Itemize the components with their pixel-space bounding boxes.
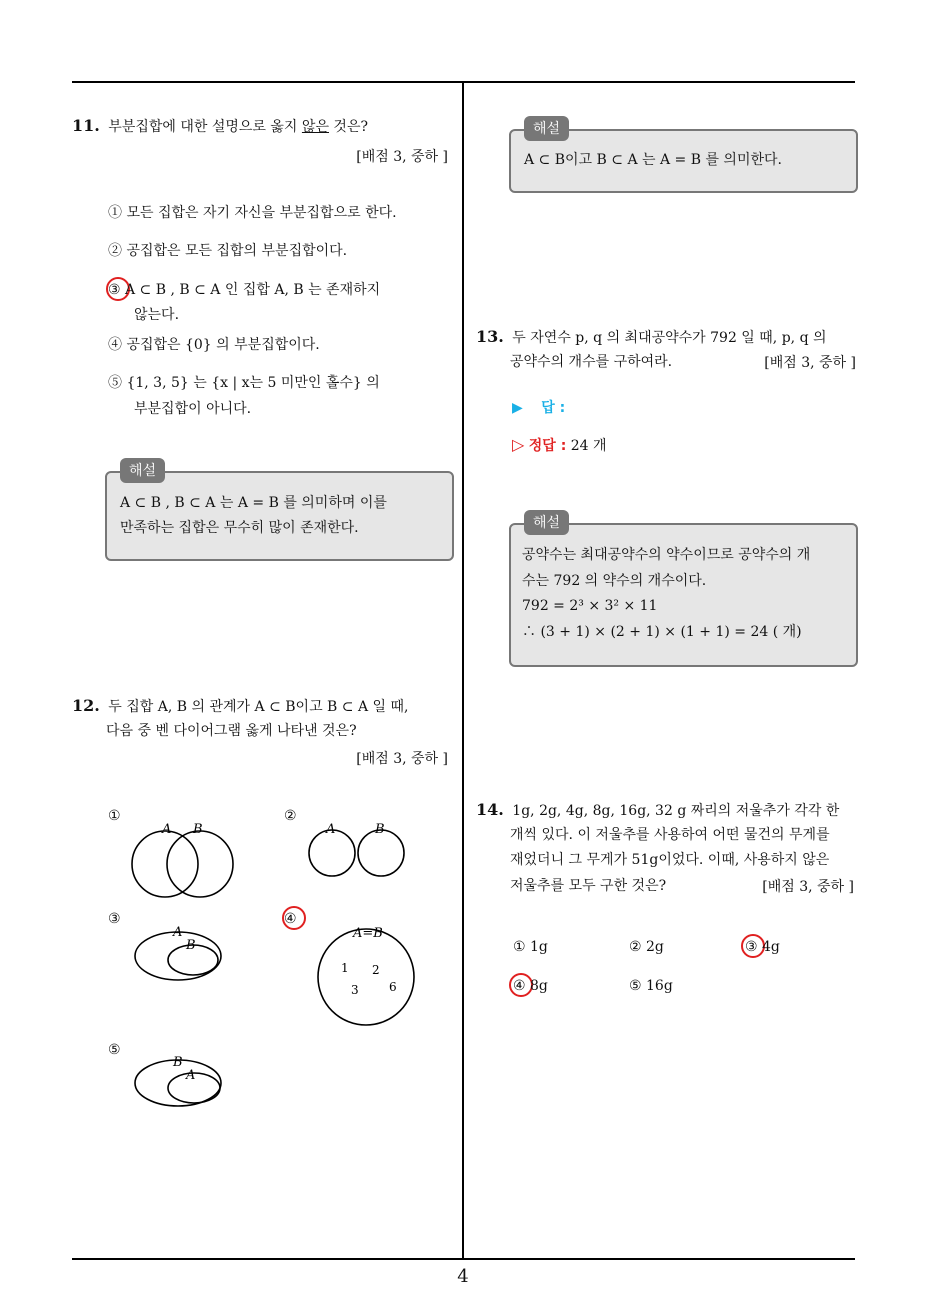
q12-explain-tag: 해설: [524, 116, 569, 141]
answer-arrow-icon: ▶: [512, 400, 523, 416]
q12-label-5[interactable]: ⑤: [108, 1042, 121, 1058]
q14-number: 14.: [476, 800, 504, 819]
q13-stem-2: 공약수의 개수를 구하여라.: [510, 354, 673, 370]
page-number: 4: [457, 1266, 469, 1287]
q13-explain-line-2: 수는 792 의 약수의 개수이다.: [522, 573, 707, 589]
venn-1: [132, 822, 233, 897]
q11-meta: [배점 3, 중하 ]: [356, 149, 448, 165]
q11-text-after: 것은?: [328, 119, 368, 135]
q13-correct-label: 정답 :: [528, 438, 567, 454]
q14-choice-1[interactable]: ① 1g: [513, 939, 548, 955]
venn-2-label-b: B: [375, 822, 385, 837]
venn-3: [135, 925, 221, 980]
q14-choice-4[interactable]: ④ 8g: [513, 978, 548, 994]
q13-correct-value: 24 개: [570, 438, 607, 454]
q11-choice-5-cont: 부분집합이 아니다.: [134, 401, 252, 417]
venn-1-circle-b: [167, 831, 233, 897]
q11-text-underline: 않은: [301, 119, 329, 135]
q11-explain-line-2: 만족하는 집합은 무수히 많이 존재한다.: [120, 520, 359, 536]
q12-meta: [배점 3, 중하 ]: [356, 751, 448, 767]
q14-choice-2[interactable]: ② 2g: [629, 939, 664, 955]
q12-line-1: 두 집합 A, B 의 관계가 A ⊂ B이고 B ⊂ A 일 때,: [108, 699, 409, 715]
q13-stem-1: [476, 327, 827, 348]
q13-explain-line-1: 공약수는 최대공약수의 약수이므로 공약수의 개: [522, 547, 811, 563]
q14-stem-1: [476, 800, 839, 821]
q11-choice-1[interactable]: ① 모든 집합은 자기 자신을 부분집합으로 한다.: [108, 205, 397, 221]
q13-correct-row: [512, 435, 607, 456]
q14-meta: [배점 3, 중하 ]: [762, 879, 854, 895]
q11-choice-5[interactable]: ⑤ {1, 3, 5} 는 {x | x는 5 미만인 홀수} 의: [108, 375, 380, 391]
q13-explain-line-4: ∴ (3 + 1) × (2 + 1) × (1 + 1) = 24 ( 개): [522, 624, 802, 640]
venn-5-label-b: B: [173, 1055, 183, 1070]
q11-text-before: 부분집합에 대한 설명으로 옳지: [108, 119, 302, 135]
venn-4-elem-2: 2: [372, 963, 380, 977]
venn-4-elem-6: 6: [389, 980, 397, 994]
q13-explain-line-3: 792 = 2³ × 3² × 11: [522, 598, 658, 614]
q12-label-2[interactable]: ②: [284, 808, 297, 824]
venn-3-label-b: B: [186, 938, 196, 953]
q11-explain-line-1: A ⊂ B , B ⊂ A 는 A = B 를 의미하며 이를: [120, 495, 387, 511]
q14-stem-3: 재었더니 그 무게가 51g이었다. 이때, 사용하지 않은: [510, 852, 830, 868]
q12-label-1[interactable]: ①: [108, 808, 121, 824]
q13-meta: [배점 3, 중하 ]: [764, 355, 856, 371]
q14-stem-4: 저울추를 모두 구한 것은?: [510, 878, 667, 894]
venn-4-elem-3: 3: [351, 983, 359, 997]
q14-choice-5[interactable]: ⑤ 16g: [629, 978, 673, 994]
venn-3-label-a: A: [173, 925, 183, 940]
q13-number: 13.: [476, 327, 504, 346]
q13-answer-label: 답 :: [541, 400, 566, 416]
q14-choice-3[interactable]: ③ 4g: [745, 939, 780, 955]
venn-1-circle-a: [132, 831, 198, 897]
q11-number: 11.: [72, 116, 100, 135]
q14-line-1: 1g, 2g, 4g, 8g, 16g, 32 g 짜리의 저울추가 각각 한: [512, 803, 840, 819]
venn-4-label-ab: A=B: [353, 926, 383, 941]
venn-5: [135, 1055, 221, 1106]
venn-4-circle: [318, 929, 414, 1025]
q13-line-1: 두 자연수 p, q 의 최대공약수가 792 일 때, p, q 의: [512, 330, 827, 346]
venn-4: [318, 926, 414, 1025]
q12-label-4[interactable]: ④: [284, 911, 297, 927]
q12-stem-2: 다음 중 벤 다이어그램 옳게 나타낸 것은?: [106, 723, 357, 739]
venn-2-label-a: A: [326, 822, 336, 837]
q11-explain-tag: 해설: [120, 458, 165, 483]
venn-2: [309, 822, 404, 876]
q11-choice-3[interactable]: ③ A ⊂ B , B ⊂ A 인 집합 A, B 는 존재하지: [108, 282, 381, 298]
correct-arrow-icon: ▷: [512, 435, 525, 454]
q11-choice-4[interactable]: ④ 공집합은 {0} 의 부분집합이다.: [108, 337, 320, 353]
venn-4-elem-1: 1: [341, 961, 349, 975]
venn-5-label-a: A: [186, 1068, 196, 1083]
venn-1-label-b: B: [193, 822, 203, 837]
q12-number: 12.: [72, 696, 100, 715]
q11-choice-3-cont: 않는다.: [134, 307, 180, 323]
q13-answer-row[interactable]: [512, 398, 565, 418]
q12-explain-line: A ⊂ B이고 B ⊂ A 는 A = B 를 의미한다.: [524, 152, 782, 168]
q13-explain-tag: 해설: [524, 510, 569, 535]
q12-label-3[interactable]: ③: [108, 911, 121, 927]
q14-stem-2: 개씩 있다. 이 저울추를 사용하여 어떤 물건의 무게를: [510, 827, 830, 843]
q11-choice-2[interactable]: ② 공집합은 모든 집합의 부분집합이다.: [108, 243, 348, 259]
venn-1-label-a: A: [162, 822, 172, 837]
